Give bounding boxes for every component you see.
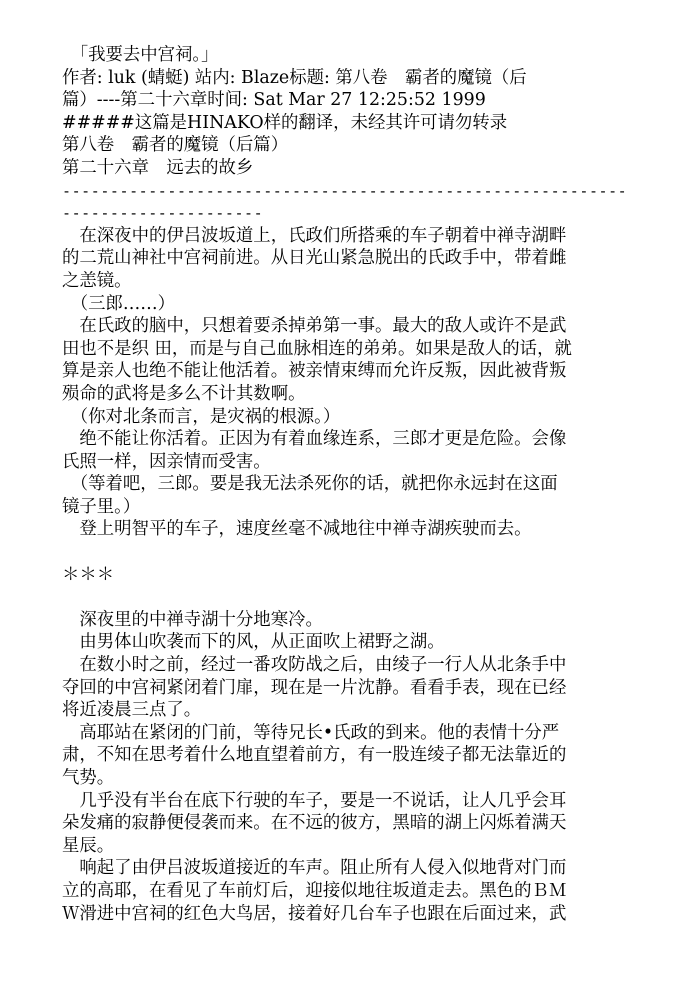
paragraph-line: （你对北条而言，是灾祸的根源。） [62, 406, 341, 427]
paragraph-line: 镜子里。） [62, 496, 141, 517]
paragraph-line: 高耶站在紧闭的门前，等待兄长•氏政的到来。他的表情十分严 [62, 722, 560, 743]
paragraph-line: 的二荒山神社中宫祠前进。从日光山紧急脱出的氏政手中，带着雌 [62, 248, 567, 269]
paragraph-line: （三郎……） [62, 293, 176, 314]
document-page [62, 44, 674, 925]
title-continuation-line: 篇）----第二十六章时间: Sat Mar 27 12:25:52 1999 [62, 90, 486, 111]
paragraph-line: 在数小时之前，经过一番攻防战之后，由绫子一行人从北条手中 [62, 655, 567, 676]
volume-title: 第八卷 霸者的魔镜（后篇） [62, 135, 289, 156]
section-divider: ＊＊＊ [62, 564, 115, 585]
paragraph-line: 气势。 [62, 768, 115, 788]
paragraph-line: 由男体山吹袭而下的风，从正面吹上裙野之湖。 [62, 632, 445, 653]
paragraph-line: 算是亲人也绝不能让他活着。被亲情束缚而允许反叛，因此被背叛 [62, 361, 567, 382]
separator-line-1: ----------------------------------------------------------- [62, 181, 628, 200]
paragraph-line: 几乎没有半台在底下行驶的车子，要是一不说话，让人几乎会耳 [62, 790, 567, 811]
paragraph-line: 之恙镜。 [62, 270, 132, 291]
separator-line-2: --------------------- [62, 204, 264, 223]
paragraph-line: Ｗ滑进中宫祠的红色大鸟居，接着好几台车子也跟在后面过来，武 [62, 903, 567, 924]
paragraph-line: 朵发痛的寂静便侵袭而来。在不远的彼方，黑暗的湖上闪烁着满天 [62, 813, 567, 834]
paragraph-line: 深夜里的中禅寺湖十分地寒冷。 [62, 609, 323, 630]
paragraph-line: 殒命的武将是多么不计其数啊。 [62, 383, 306, 404]
paragraph-line: 在氏政的脑中，只想着要杀掉弟第一事。最大的敌人或许不是武 [62, 316, 567, 337]
paragraph-line: 绝不能让你活着。正因为有着血缘连系，三郎才更是危险。会像 [62, 429, 567, 450]
chapter-title: 第二十六章 远去的故乡 [62, 157, 254, 178]
notice-line: #####这篇是HINAKO样的翻译，未经其许可请勿转录 [62, 112, 508, 133]
paragraph-line: 夺回的中宫祠紧闭着门扉，现在是一片沈静。看看手表，现在已经 [62, 677, 567, 698]
paragraph-line: 星辰。 [62, 835, 115, 856]
paragraph-line: 立的高耶，在看见了车前灯后，迎接似地往坂道走去。黑色的ＢＭ [62, 880, 567, 901]
author-line: 作者: luk (蜻蜓) 站内: Blaze标题: 第八卷 霸者的魔镜（后 [62, 67, 527, 88]
paragraph-line: （等着吧，三郎。要是我无法杀死你的话，就把你永远封在这面 [62, 474, 558, 495]
paragraph-line: 氏照一样，因亲情而受害。 [62, 451, 271, 472]
quote-line: 「我要去中宫祠。」 [62, 45, 219, 65]
paragraph-line: 将近凌晨三点了。 [62, 700, 202, 721]
paragraph-line: 田也不是织 田，而是与自己血脉相连的弟弟。如果是敌人的话，就 [62, 338, 572, 359]
blank-line [62, 541, 674, 564]
blank-line [62, 586, 674, 609]
paragraph-line: 肃，不知在思考着什么地直望着前方，有一股连绫子都无法靠近的 [62, 745, 567, 766]
paragraph-line: 在深夜中的伊吕波坂道上，氏政们所搭乘的车子朝着中禅寺湖畔 [62, 225, 567, 246]
paragraph-line: 响起了由伊吕波坂道接近的车声。阻止所有人侵入似地背对门而 [62, 858, 567, 879]
paragraph-line: 登上明智平的车子，速度丝毫不减地往中禅寺湖疾驶而去。 [62, 519, 532, 540]
